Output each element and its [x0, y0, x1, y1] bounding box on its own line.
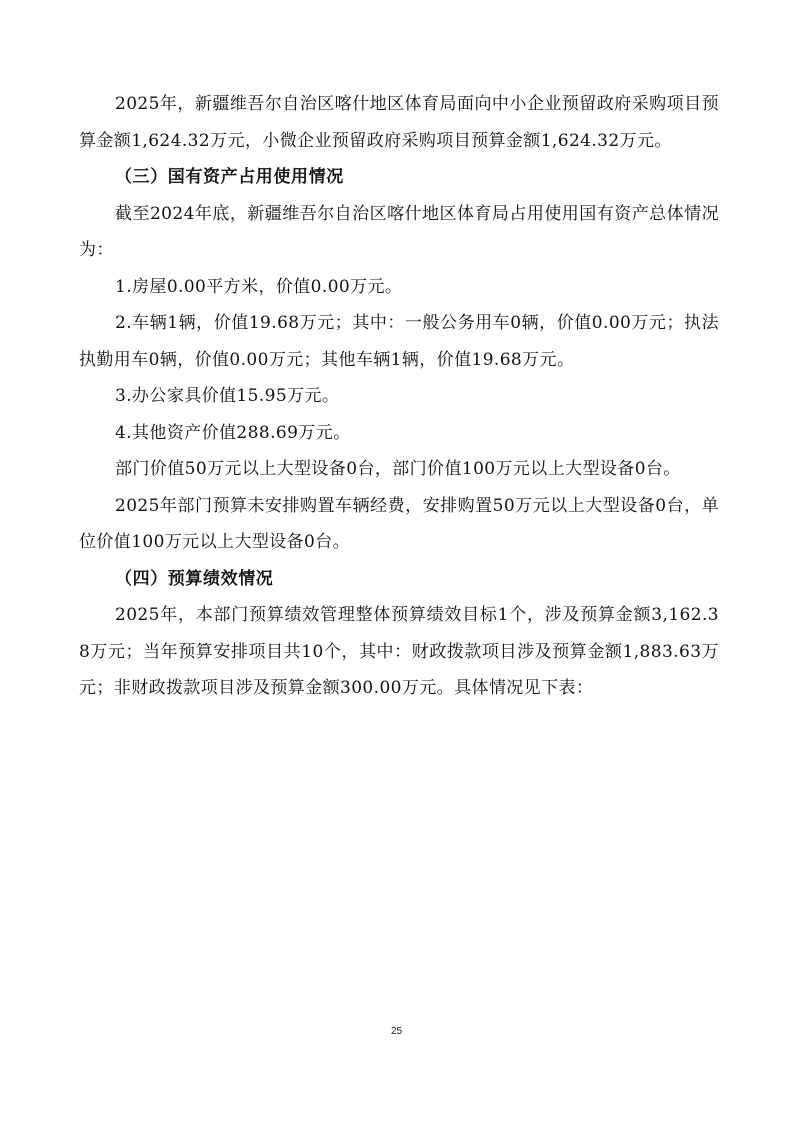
paragraph-2025-purchase-plan: 2025年部门预算未安排购置车辆经费，安排购置50万元以上大型设备0台，单位价值100万元以上大型设备0台。 [79, 495, 719, 552]
paragraph-vehicles: 2.车辆1辆，价值19.68万元；其中：一般公务用车0辆，价值0.00万元；执法执勤用车0辆，价值0.00万元；其他车辆1辆，价值19.68万元。 [79, 313, 719, 370]
paragraph-office-furniture: 3.办公家具价值15.95万元。 [115, 386, 340, 406]
paragraph-performance-summary: 2025年，本部门预算绩效管理整体预算绩效目标1个，涉及预算金额3,162.38万元；当年预算安排项目共10个，其中：财政拨款项目涉及预算金额1,883.63万元；非财政拨款项目涉及预算金额300.00万元。具体情况见下表： [79, 605, 719, 698]
section-heading-state-assets: （三）国有资产占用使用情况 [115, 167, 344, 187]
paragraph-other-assets: 4.其他资产价值288.69万元。 [115, 422, 351, 443]
section-heading-performance: （四）预算绩效情况 [115, 568, 274, 589]
paragraph-procurement-budget: 2025年，新疆维吾尔自治区喀什地区体育局面向中小企业预留政府采购项目预算金额1,624.32万元，小微企业预留政府采购项目预算金额1,624.32万元。 [79, 94, 719, 151]
page-content [79, 86, 719, 707]
paragraph-assets-intro: 截至2024年底，新疆维吾尔自治区喀什地区体育局占用使用国有资产总体情况为： [79, 203, 719, 260]
page-number: 25 [390, 1026, 403, 1037]
paragraph-houses: 1.房屋0.00平方米，价值0.00万元。 [115, 276, 403, 297]
paragraph-large-equipment: 部门价值50万元以上大型设备0台，部门价值100万元以上大型设备0台。 [115, 459, 681, 479]
